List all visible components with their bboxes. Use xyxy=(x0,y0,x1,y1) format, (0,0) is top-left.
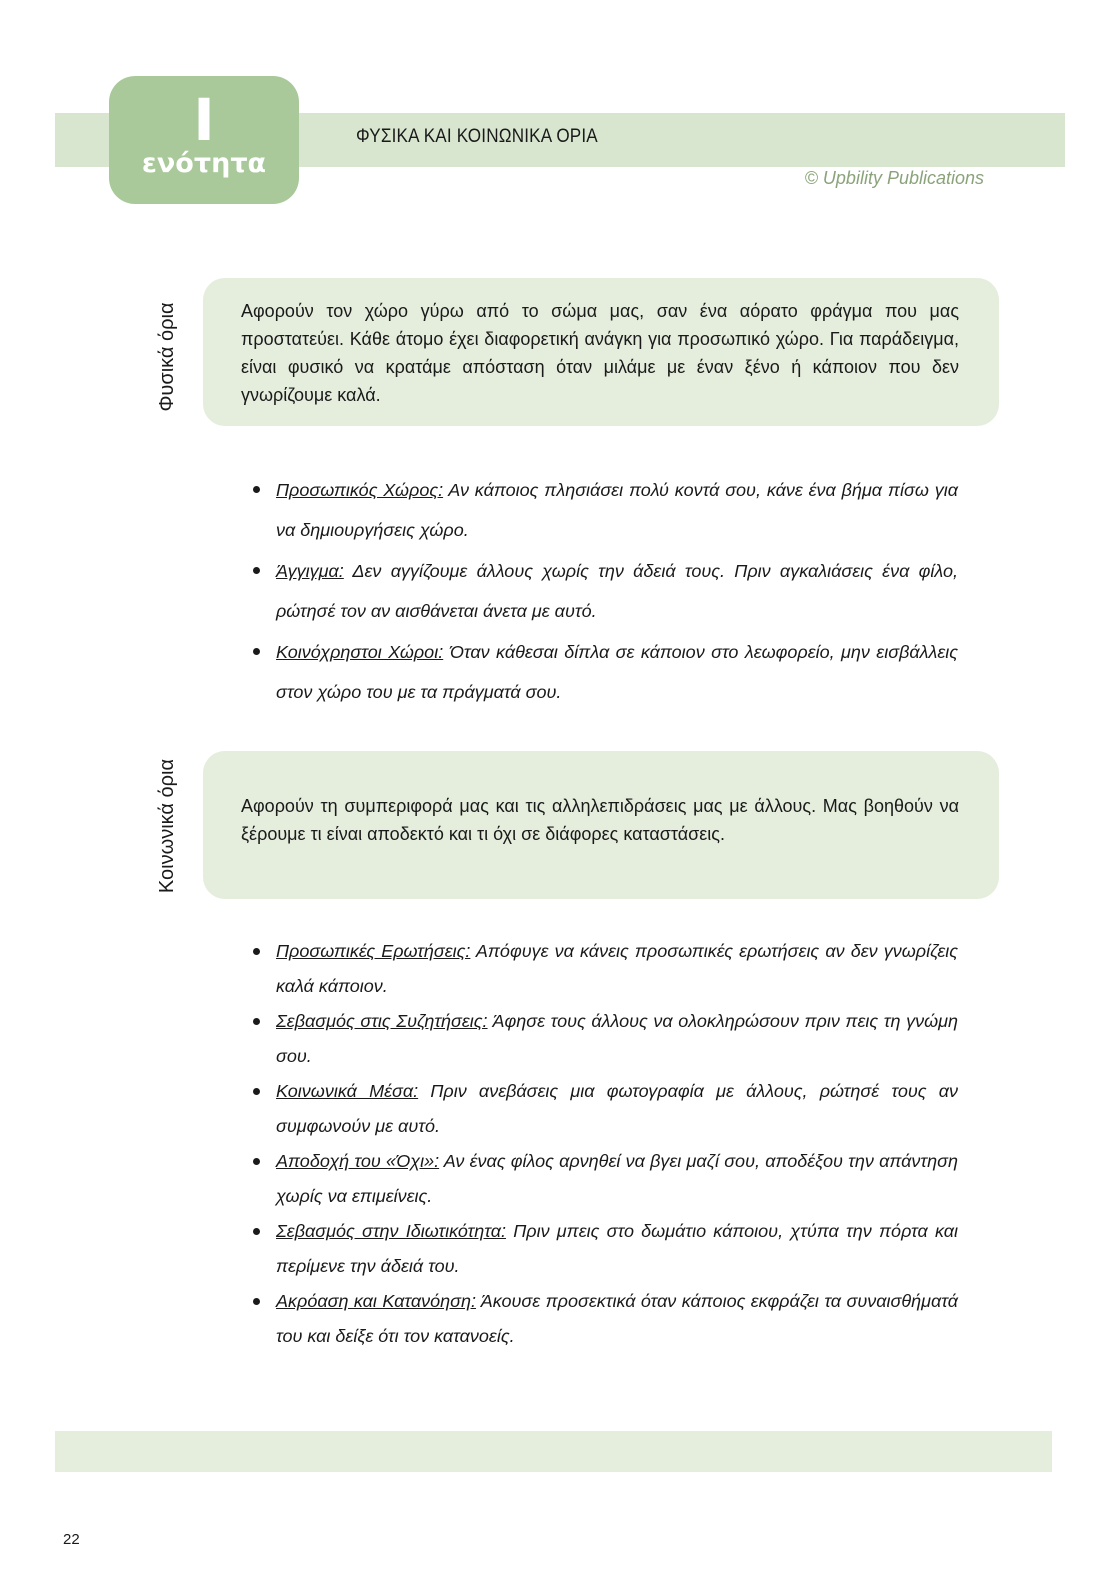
info-box-physical xyxy=(203,278,999,426)
list-item-text: Απόφυγε να κάνεις προσωπικές ερωτήσεις αν δεν γνωρίζεις καλά κάποιον. xyxy=(276,941,959,996)
unit-badge xyxy=(109,76,299,204)
list-item-term: Ακρόαση και Κατανόηση: xyxy=(276,1291,476,1311)
footer-band xyxy=(55,1431,1052,1472)
list-item-text: Αν κάποιος πλησιάσει πολύ κοντά σου, κάνε ένα βήμα πίσω για να δημιουργήσεις χώρο. xyxy=(276,480,958,540)
list-item xyxy=(250,551,958,631)
list-item xyxy=(250,470,958,550)
page-title: ΦΥΣΙΚΑ ΚΑΙ ΚΟΙΝΩΝΙΚΑ ΟΡΙΑ xyxy=(356,126,598,147)
list-item-text: Άφησε τους άλλους να ολοκληρώσουν πριν πεις τη γνώμη σου. xyxy=(276,1011,958,1066)
list-item-text: Πριν μπεις στο δωμάτιο κάποιου, χτύπα την πόρτα και περίμενε την άδειά του. xyxy=(276,1221,958,1276)
social-description: Αφορούν τη συμπεριφορά μας και τις αλληλεπιδράσεις μας με άλλους. Μας βοηθούν να ξέρουμε τι είναι αποδεκτό και τι όχι σε διάφορες καταστάσεις. xyxy=(241,796,959,844)
list-item xyxy=(250,1074,958,1144)
list-item xyxy=(250,632,958,712)
side-label-physical: Φυσικά όρια xyxy=(156,302,178,412)
list-item xyxy=(250,1284,958,1354)
list-item-term: Αποδοχή του «Όχι»: xyxy=(276,1151,440,1171)
list-item-term: Κοινόχρηστοι Χώροι: xyxy=(276,642,444,662)
unit-word: ενότητα xyxy=(141,148,267,179)
unit-number: I xyxy=(193,86,215,154)
info-box-social xyxy=(203,751,999,899)
list-item-text: Άκουσε προσεκτικά όταν κάποιος εκφράζει τα συναισθήματά του και δείξε ότι τον κατανοείς. xyxy=(276,1291,958,1346)
list-item-term: Σεβασμός στις Συζητήσεις: xyxy=(276,1011,488,1031)
list-item xyxy=(250,1214,958,1284)
list-item-term: Άγγιγμα: xyxy=(276,561,344,581)
list-item xyxy=(250,934,958,1004)
physical-description: Αφορούν τον χώρο γύρω από το σώμα μας, σαν ένα αόρατο φράγμα που μας προστατεύει. Κάθε άτομο έχει διαφορετική ανάγκη για προσωπικό χώρο. Για παράδειγμα, είναι φυσικό να κρατάμε απόσταση όταν μιλάμε με έναν ξένο ή κάποιον που δεν γνωρίζουμε καλά. xyxy=(241,301,959,405)
side-label-social: Κοινωνικά όρια xyxy=(156,758,178,894)
list-item-term: Προσωπικός Χώρος: xyxy=(276,480,444,500)
copyright-notice: © Upbility Publications xyxy=(804,168,984,188)
list-item xyxy=(250,1144,958,1214)
list-item-text: Όταν κάθεσαι δίπλα σε κάποιον στο λεωφορείο, μην εισβάλλεις στον χώρο του με τα πράγματά σου. xyxy=(276,642,958,702)
list-item-term: Προσωπικές Ερωτήσεις: xyxy=(276,941,471,961)
list-item-text: Αν ένας φίλος αρνηθεί να βγει μαζί σου, αποδέξου την απάντηση χωρίς να επιμείνεις. xyxy=(276,1151,958,1206)
social-examples-list xyxy=(250,934,958,1354)
list-item-term: Κοινωνικά Μέσα: xyxy=(276,1081,419,1101)
list-item-text: Πριν ανεβάσεις μια φωτογραφία με άλλους, ρώτησέ τους αν συμφωνούν με αυτό. xyxy=(276,1081,958,1136)
page-number: 22 xyxy=(63,1531,80,1548)
physical-examples-list xyxy=(250,470,958,713)
list-item-term: Σεβασμός στην Ιδιωτικότητα: xyxy=(276,1221,506,1241)
list-item xyxy=(250,1004,958,1074)
list-item-text: Δεν αγγίζουμε άλλους χωρίς την άδειά τους. Πριν αγκαλιάσεις ένα φίλο, ρώτησέ τον αν αισθάνεται άνετα με αυτό. xyxy=(276,561,958,621)
